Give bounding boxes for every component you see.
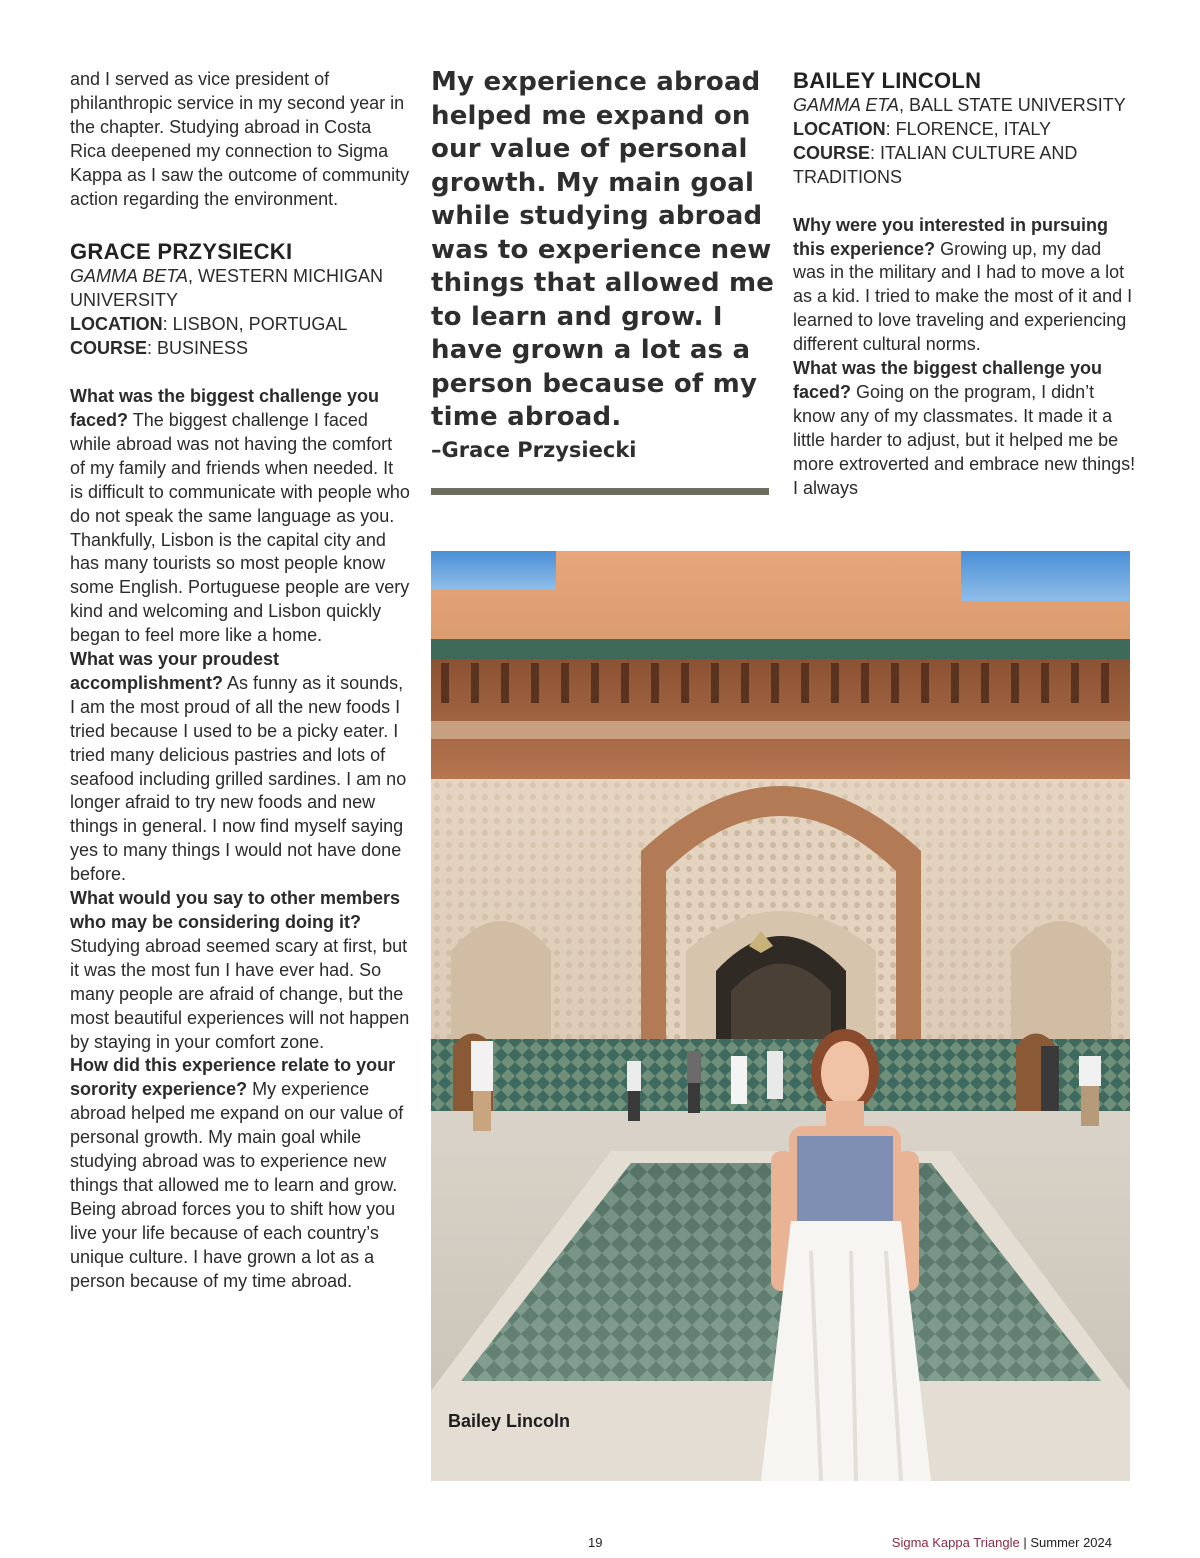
photo-illustration bbox=[431, 551, 1130, 1481]
intro-paragraph: and I served as vice president of philanthropic service in my second year in the chapter. Studying abroad in Costa Rica deepened my connection to Sigma Kappa as I saw the outcome of community action regarding the environment. bbox=[70, 69, 410, 209]
question: What would you say to other members who may be considering doing it? bbox=[70, 888, 401, 932]
profile-course: COURSE: BUSINESS bbox=[70, 338, 249, 359]
photo-caption: Bailey Lincoln bbox=[448, 1411, 571, 1431]
profile-course: COURSE: ITALIAN CULTURE AND TRADITIONS bbox=[793, 142, 1078, 187]
profile-location: LOCATION: LISBON, PORTUGAL bbox=[70, 314, 348, 335]
divider-rule bbox=[431, 488, 769, 495]
school-name: , WESTERN MICHIGAN UNIVERSITY bbox=[70, 266, 384, 311]
issue-date: Summer 2024 bbox=[1030, 1535, 1112, 1550]
publication-name: Sigma Kappa Triangle bbox=[891, 1535, 1020, 1550]
profile-name: BAILEY LINCOLN bbox=[793, 68, 982, 93]
question: Why were you interested in pursuing this experience? bbox=[793, 214, 1109, 259]
qa-item bbox=[70, 648, 410, 887]
question: What was the biggest challenge you faced? bbox=[793, 358, 1103, 402]
question: What was the biggest challenge you faced? bbox=[70, 386, 380, 430]
pull-quote-attribution: –Grace Przysiecki bbox=[431, 437, 637, 462]
school-name: , BALL STATE UNIVERSITY bbox=[899, 95, 1126, 115]
answer: Growing up, my dad was in the military and I had to move a lot as a kid. I tried to make the most of it and I learned to love traveling and experiencing different cultural norms. bbox=[793, 238, 1133, 355]
answer: Studying abroad seemed scary at first, but it was the most fun I have ever had. So many people are afraid of change, but the most beautiful experiences will not happen by staying in your comfort zone. bbox=[70, 935, 410, 1052]
page-number: 19 bbox=[588, 1535, 603, 1550]
answer: As funny as it sounds, I am the most proud of all the new foods I tried because I used to be a picky eater. I tried many delicious pastries and lots of seafood including grilled sardines. I am no longer afraid to try new foods and new things in general. I now find myself saying yes to many things I would not have done before. bbox=[70, 672, 407, 885]
qa-item bbox=[70, 385, 410, 648]
right-column bbox=[793, 68, 1138, 501]
profile-affiliation bbox=[70, 265, 410, 313]
qa-item bbox=[70, 1054, 410, 1293]
answer: My experience abroad helped me expand on our value of personal growth. My main goal while studying abroad was to experience new things that allowed me to learn and grow. Being abroad forces you to shift how you live your life because of each country’s unique culture. I have grown a lot as a person because of my time abroad. bbox=[70, 1079, 404, 1291]
chapter-name: GAMMA BETA bbox=[70, 266, 189, 287]
pull-quote-text: My experience abroad helped me expand on our value of personal growth. My main goal while studying abroad was to experience new things that allowed me to learn and grow. I have grown a lot as a person because of my time abroad. bbox=[431, 67, 775, 432]
qa-item bbox=[793, 214, 1138, 357]
courtyard-photo bbox=[431, 551, 1130, 1481]
profile-affiliation bbox=[793, 94, 1138, 118]
chapter-name: GAMMA ETA bbox=[793, 95, 900, 115]
answer: The biggest challenge I faced while abroad was not having the comfort of my family and friends when needed. It is difficult to communicate with people who do not speak the same language as you. Thankfully, Lisbon is the capital city and has many tourists so most people know some English. Portuguese people are very kind and welcoming and Lisbon quickly began to feel more like a home. bbox=[70, 409, 410, 646]
question: How did this experience relate to your sorority experience? bbox=[70, 1055, 396, 1100]
qa-item bbox=[793, 357, 1138, 500]
answer: Going on the program, I didn’t know any of my classmates. It made it a little harder to adjust, but it helped me be more extroverted and embrace new things! I always bbox=[793, 381, 1136, 498]
qa-item bbox=[70, 887, 410, 1054]
pull-quote bbox=[431, 66, 776, 465]
publication-footer bbox=[892, 1535, 1112, 1550]
profile-location: LOCATION: FLORENCE, ITALY bbox=[793, 118, 1052, 139]
question: What was your proudest accomplishment? bbox=[70, 649, 280, 693]
left-column bbox=[70, 68, 410, 1294]
footer-separator: | bbox=[1023, 1535, 1027, 1550]
profile-name: GRACE PRZYSIECKI bbox=[70, 239, 293, 265]
